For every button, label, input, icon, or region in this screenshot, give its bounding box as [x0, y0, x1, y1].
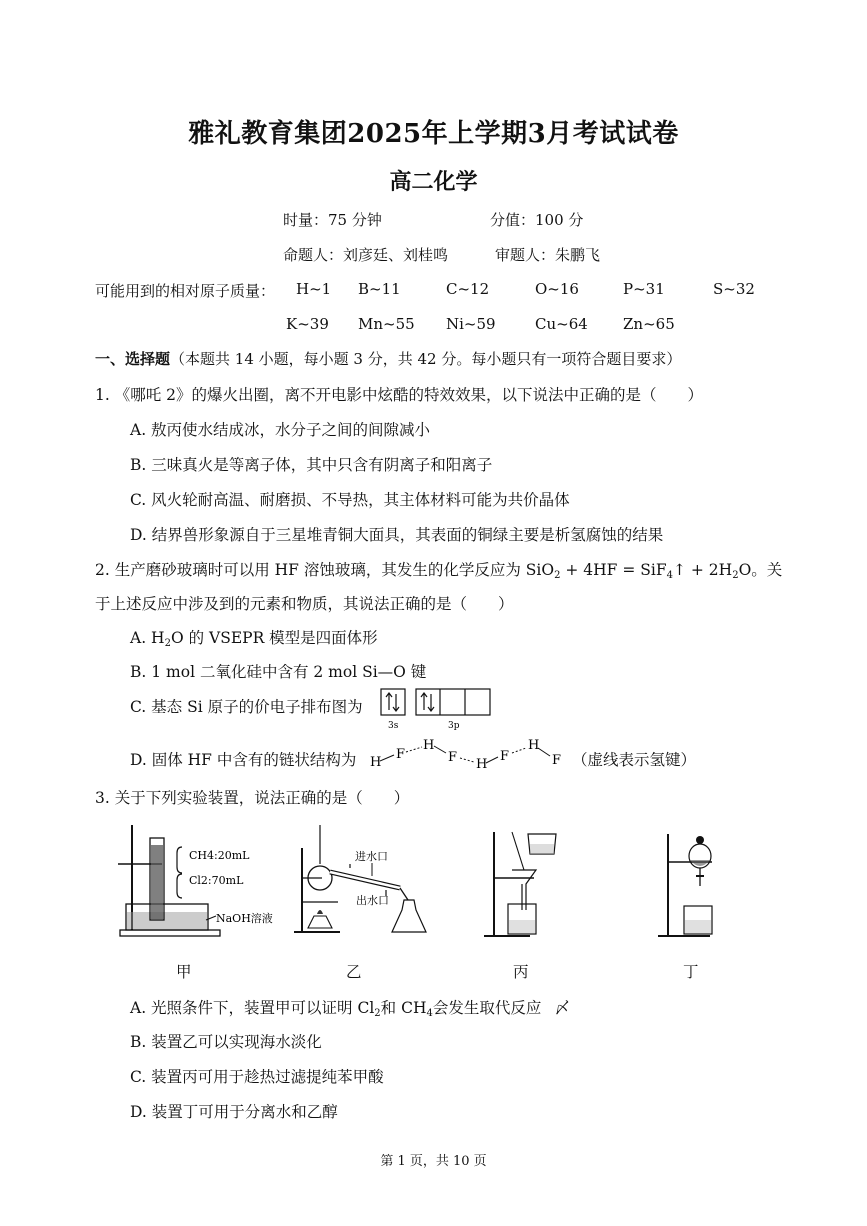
naoh-label: NaOH溶液	[216, 912, 273, 925]
handwritten-mark: 〆	[554, 999, 570, 1017]
cl2-label: Cl2:70mL	[189, 874, 244, 887]
apparatus-label-ding: 丁	[683, 963, 699, 981]
hf-atom: F	[552, 753, 562, 768]
atomic-mass-item: K~39	[286, 315, 329, 333]
option-part: A. 光照条件下，装置甲可以证明 Cl	[130, 999, 375, 1017]
question-3-option-a: A. 光照条件下，装置甲可以证明 $Cl_2$和 $CH_4$会发生取代反应 〆	[130, 999, 570, 1019]
question-2-option-a: A. $H_2O$ 的 VSEPR 模型是四面体形	[130, 629, 378, 649]
apparatus-yi	[294, 825, 426, 932]
apparatus-bing	[484, 832, 556, 936]
section-heading	[95, 348, 681, 369]
stem-part: + 4HF = SiF	[560, 561, 667, 579]
apparatus-ding	[658, 834, 712, 936]
question-2-option-d: D. 固体 HF 中含有的链状结构为	[130, 751, 357, 769]
apparatus-jia	[118, 825, 273, 936]
section-note: （本题共 14 小题，每小题 3 分，共 42 分。每小题只有一项符合题目要求）	[170, 350, 682, 368]
apparatus-label-jia: 甲	[176, 963, 192, 981]
hydrogen-bond-note: （虚线表示氢键）	[572, 751, 697, 769]
question-2-option-c: C. 基态 Si 原子的价电子排布图为	[130, 698, 363, 716]
apparatus-figures	[110, 820, 750, 950]
total-score: 分值：100 分	[490, 211, 584, 229]
atomic-mass-item: B~11	[358, 280, 401, 298]
time-limit: 时量：75 分钟	[283, 211, 382, 229]
question-2-stem: 2. 生产磨砂玻璃时可以用 HF 溶蚀玻璃，其发生的化学反应为 SiO$_2$ + 4HF = SiF$_4$↑ + $2H_2O$。关	[95, 561, 783, 581]
question-authors: 命题人：刘彦廷、刘桂鸣	[283, 246, 449, 264]
question-2-option-b: B. 1 mol 二氧化硅中含有 2 mol Si—O 键	[130, 663, 427, 681]
question-3-option-d: D. 装置丁可用于分离水和乙醇	[130, 1103, 338, 1121]
orbital-3p-label: 3p	[448, 721, 460, 731]
atomic-mass-item: Mn~55	[358, 315, 415, 333]
stem-part: 2. 生产磨砂玻璃时可以用 HF 溶蚀玻璃，其发生的化学反应为 SiO	[95, 561, 555, 579]
ch4-label: CH4:20mL	[189, 849, 250, 862]
question-reviewer: 审题人：朱鹏飞	[495, 246, 601, 264]
apparatus-label-yi: 乙	[346, 963, 362, 981]
atomic-mass-item: S~32	[713, 280, 755, 298]
atomic-mass-intro: 可能用到的相对原子质量：	[95, 282, 276, 300]
question-3-stem: 3. 关于下列实验装置，说法正确的是（ ）	[95, 789, 410, 807]
atomic-mass-item: Zn~65	[623, 315, 675, 333]
section-title: 一、选择题	[95, 350, 171, 368]
hf-atom: F	[500, 749, 510, 764]
question-2-stem-line2: 于上述反应中涉及到的元素和物质，其说法正确的是（ ）	[95, 595, 514, 613]
orbital-3s-label: 3s	[388, 721, 399, 731]
option-part: 会发生取代反应	[432, 999, 542, 1017]
page-footer: 第 1 页，共 10 页	[380, 1154, 487, 1169]
hf-atom: H	[528, 738, 540, 753]
hf-chain-diagram	[368, 736, 568, 772]
atomic-mass-item: H~1	[296, 280, 332, 298]
atomic-mass-item: P~31	[623, 280, 665, 298]
stem-part: ↑ + 2H	[672, 561, 733, 579]
stem-part: O。关	[738, 561, 783, 579]
question-3-option-c: C. 装置丙可用于趁热过滤提纯苯甲酸	[130, 1068, 384, 1086]
atomic-mass-item: C~12	[446, 280, 490, 298]
question-3-option-b: B. 装置乙可以实现海水淡化	[130, 1033, 322, 1051]
option-part: O 的 VSEPR 模型是四面体形	[170, 629, 378, 647]
atomic-mass-item: Cu~64	[535, 315, 588, 333]
question-1-option-d: D. 结界兽形象源自于三星堆青铜大面具，其表面的铜绿主要是析氢腐蚀的结果	[130, 526, 664, 544]
hf-atom: F	[396, 747, 406, 762]
water-outlet-label: 出水口	[356, 894, 389, 907]
question-1-stem: 1. 《哪吒 2》的爆火出圈，离不开电影中炫酷的特效效果，以下说法中正确的是（ ）	[95, 386, 704, 404]
hf-atom: H	[476, 757, 488, 772]
option-part: 和 CH	[380, 999, 427, 1017]
apparatus-label-bing: 丙	[513, 963, 529, 981]
exam-title: 雅礼教育集团2025年上学期3月考试试卷	[188, 119, 679, 149]
question-1-option-c: C. 风火轮耐高温、耐磨损、不导热，其主体材料可能为共价晶体	[130, 491, 570, 509]
question-1-option-b: B. 三味真火是等离子体，其中只含有阴离子和阳离子	[130, 456, 493, 474]
atomic-mass-item: Ni~59	[446, 315, 496, 333]
hf-atom: H	[370, 755, 382, 770]
orbital-diagram	[380, 688, 500, 732]
atomic-mass-item: O~16	[535, 280, 579, 298]
hf-atom: F	[448, 750, 458, 765]
option-part: A. H	[130, 629, 165, 647]
question-1-option-a: A. 敖丙使水结成冰，水分子之间的间隙减小	[130, 421, 431, 439]
water-inlet-label: 进水口	[355, 850, 388, 863]
exam-subject: 高二化学	[389, 169, 478, 195]
hf-atom: H	[423, 738, 435, 753]
